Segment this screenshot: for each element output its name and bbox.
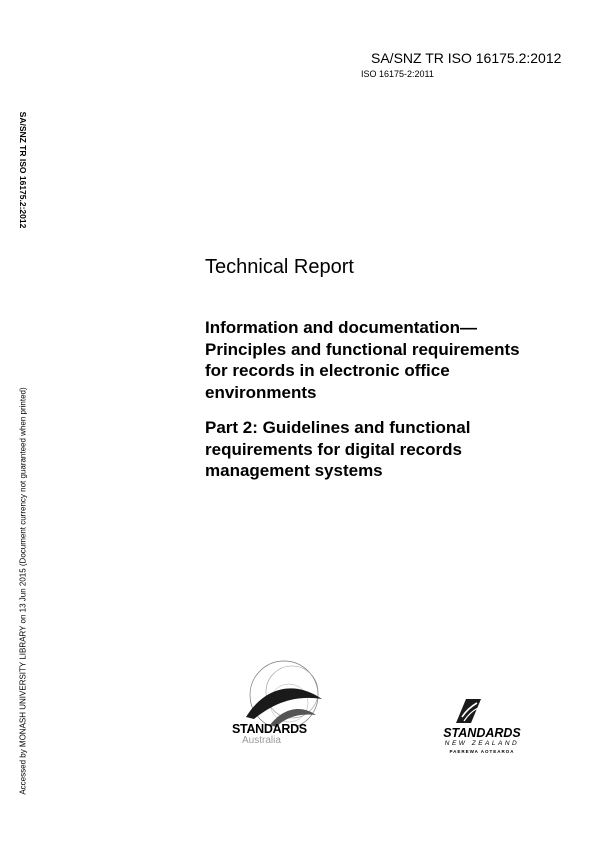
standards-nz-country: NEW ZEALAND bbox=[444, 740, 520, 747]
standards-australia-logo bbox=[232, 655, 328, 745]
title-line: Information and documentation— bbox=[205, 318, 477, 337]
standards-australia-country: Australia bbox=[242, 735, 281, 746]
side-document-code: SA/SNZ TR ISO 16175.2:2012 bbox=[18, 111, 28, 229]
access-notice: Accessed by MONASH UNIVERSITY LIBRARY on 13 Jun 2015 (Document currency not guaranteed when printed) bbox=[18, 387, 28, 795]
part-title-line: Part 2: Guidelines and functional bbox=[205, 418, 471, 437]
standards-nz-logo bbox=[432, 697, 532, 767]
standards-australia-swirl-icon bbox=[232, 655, 328, 727]
standards-australia-name: STANDARDS bbox=[232, 722, 307, 736]
part-title-line: management systems bbox=[205, 461, 383, 480]
title-line: environments bbox=[205, 382, 317, 402]
report-type-heading: Technical Report bbox=[205, 256, 354, 278]
title-line: Principles and functional requirements bbox=[205, 339, 520, 359]
document-title bbox=[205, 317, 565, 403]
part-title bbox=[205, 417, 565, 482]
title-line: for records in electronic office bbox=[205, 361, 450, 380]
standards-nz-emblem-icon bbox=[452, 697, 482, 725]
document-title-block bbox=[205, 317, 565, 482]
part-title-line: requirements for digital records bbox=[205, 439, 462, 459]
standards-nz-name: STANDARDS bbox=[443, 726, 521, 740]
iso-number: ISO 16175-2:2011 bbox=[361, 69, 434, 79]
document-number: SA/SNZ TR ISO 16175.2:2012 bbox=[371, 50, 562, 66]
standards-nz-maori-name: PAEREWA AOTEAROA bbox=[449, 749, 515, 754]
